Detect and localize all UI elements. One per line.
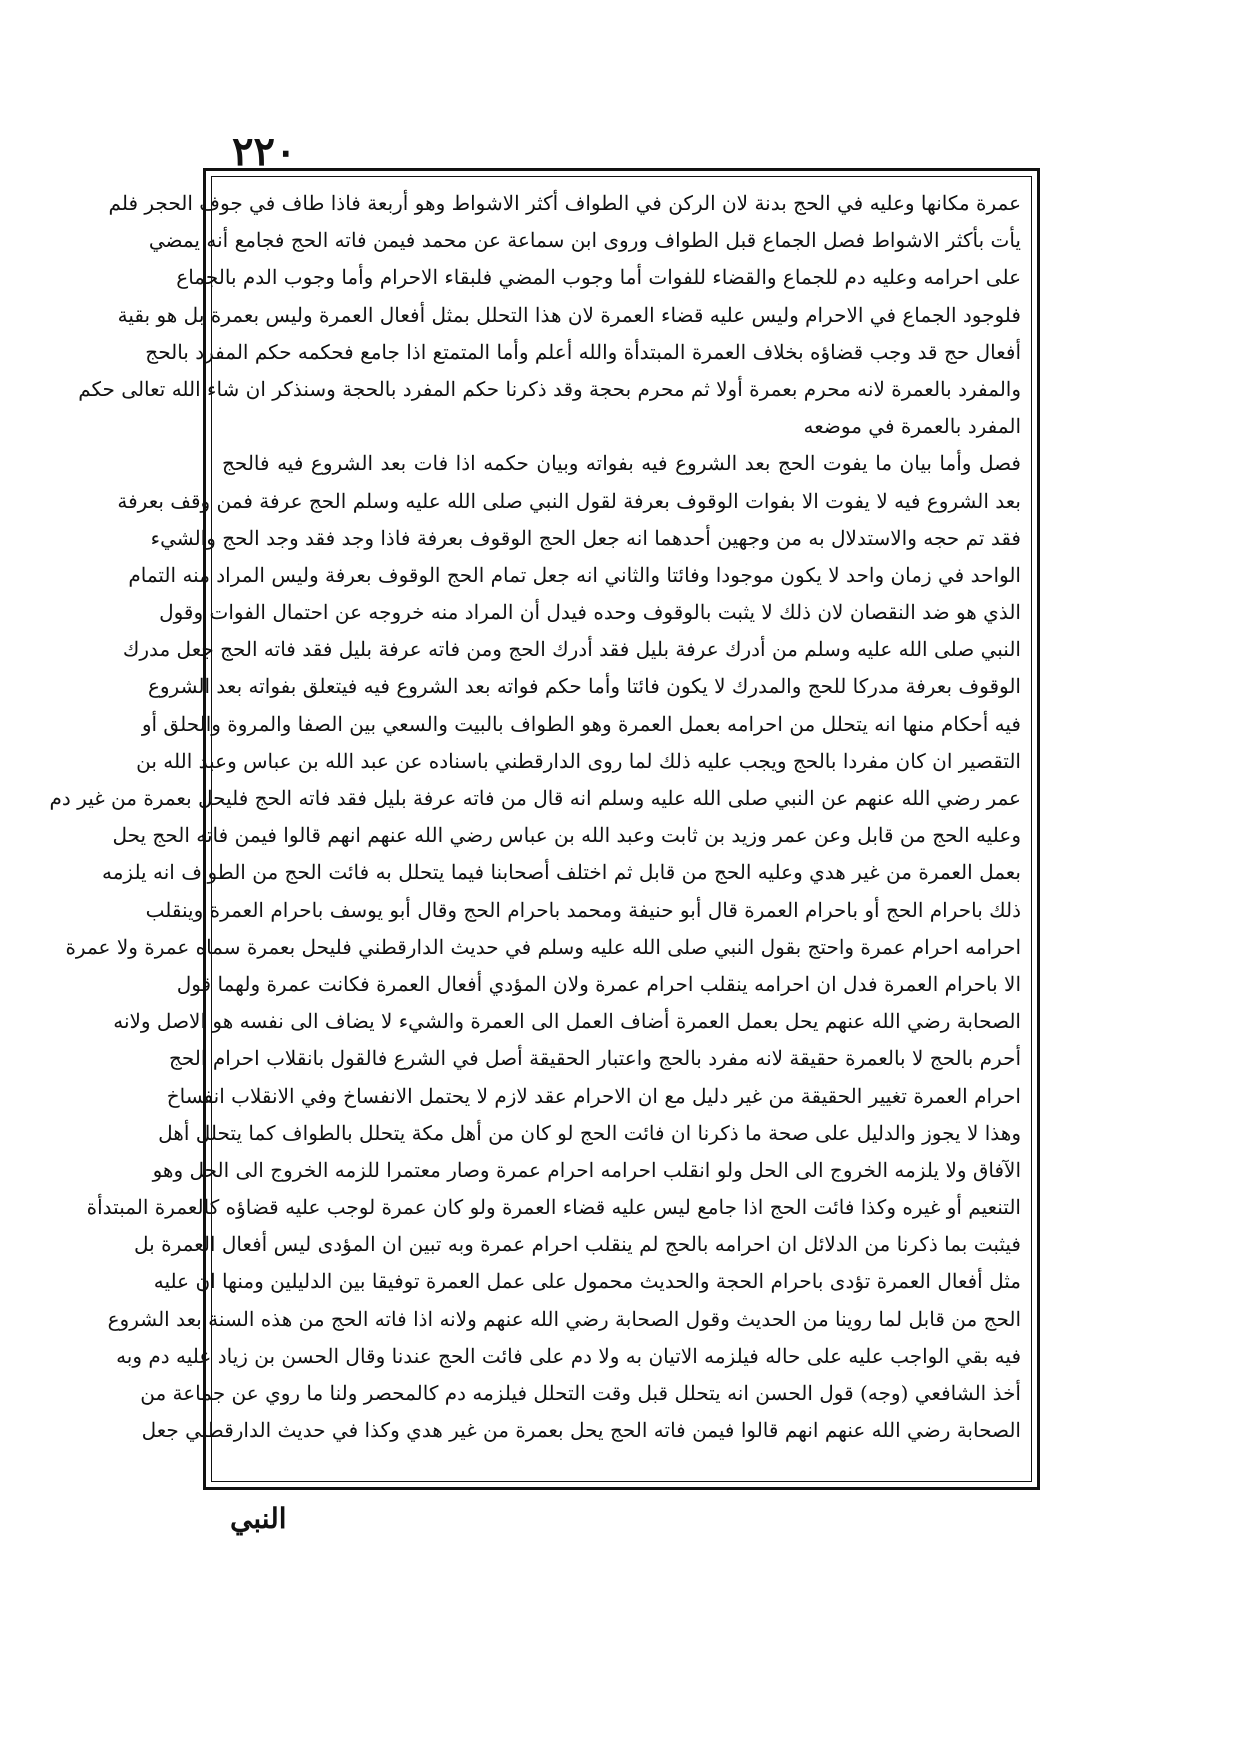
text-line: احرامه احرام عمرة واحتج بقول النبي صلى الله عليه وسلم في حديث الدارقطني فليحل بعمرة سماه عمرة ولا عمرة — [65, 934, 1021, 959]
text-line: عمر رضي الله عنهم عن النبي صلى الله عليه وسلم انه قال من فاته عرفة بليل فقد فاته الحج فليحل بعمرة من غير دم — [49, 786, 1021, 810]
text-line: التنعيم أو غيره وكذا فائت الحج اذا جامع ليس عليه قضاء العمرة ولو كان عمرة لوجب عليه قضاؤه كالعمرة المبتدأة — [86, 1195, 1021, 1220]
text-line: الواحد في زمان واحد لا يكون موجودا وفائتا والثاني انه جعل تمام الحج الوقوف بعرفة وليس المراد منه التمام — [128, 562, 1021, 587]
text-line: بعمل العمرة من غير هدي وعليه الحج من قابل ثم اختلف أصحابنا فيما يتحلل به فائت الحج من الطواف انه يلزمه — [101, 860, 1021, 885]
text-line: الآفاق ولا يلزمه الخروج الى الحل ولو انقلب احرامه احرام عمرة وصار معتمرا للزمه الخروج الى الحل وهو — [152, 1157, 1021, 1182]
catchword: النبي — [230, 1502, 287, 1535]
text-line: عمرة مكانها وعليه في الحج بدنة لان الركن في الطواف أكثر الاشواط وهو أربعة فاذا طاف في جوف الحجر فلم — [108, 191, 1021, 215]
text-line: أخذ الشافعي (وجه) قول الحسن انه يتحلل قبل وقت التحلل فيلزمه دم كالمحصر ولنا ما روي عن جماعة من — [140, 1381, 1021, 1405]
text-line: وهذا لا يجوز والدليل على صحة ما ذكرنا ان فائت الحج لو كان من أهل مكة يتحلل بالطواف كما يتحلل أهل — [158, 1120, 1021, 1145]
text-frame — [49, 168, 1040, 1490]
text-line: فيه أحكام منها انه يتحلل من احرامه بعمل العمرة وهو الطواف بالبيت والسعي بين الصفا والمروة والحلق أو — [141, 711, 1021, 736]
text-line: مثل أفعال العمرة تؤدى باحرام الحجة والحديث محمول على عمل العمرة توفيقا بين الدليلين ومنها ان عليه — [153, 1269, 1021, 1294]
text-line: يأت بأكثر الاشواط فصل الجماع قبل الطواف وروى ابن سماعة عن محمد فيمن فاته الحج فجامع أنه يمضي — [148, 228, 1021, 253]
text-line: احرام العمرة تغيير الحقيقة من غير دليل مع ان الاحرام عقد لازم لا يحتمل الانفساخ وفي الانقلاب انفساخ — [166, 1083, 1021, 1108]
text-line: الصحابة رضي الله عنهم انهم قالوا فيمن فاته الحج يحل بعمرة من غير هدي وكذا في حديث الدارقطني جعل — [141, 1418, 1021, 1443]
text-line: فيثبت بما ذكرنا من الدلائل ان احرامه بالحج لم ينقلب احرام عمرة وبه تبين ان المؤدى ليس أفعال العمرة بل — [134, 1232, 1021, 1257]
text-line: أفعال حج قد وجب قضاؤه بخلاف العمرة المبتدأة والله أعلم وأما المتمتع اذا جامع فحكمه حكم المفرد بالحج — [145, 339, 1021, 364]
page-number: ٢٢٠ — [232, 128, 297, 175]
text-line: المفرد بالعمرة في موضعه — [803, 414, 1021, 439]
text-line: وعليه الحج من قابل وعن عمر وزيد بن ثابت وعبد الله بن عباس رضي الله عنهم انهم قالوا فيمن فاته الحج يحل — [112, 823, 1021, 848]
text-line: الا باحرام العمرة فدل ان احرامه ينقلب احرام عمرة ولان المؤدي أفعال العمرة فكانت عمرة ولهما قول — [176, 971, 1021, 996]
text-line: الصحابة رضي الله عنهم يحل بعمل العمرة أضاف العمل الى العمرة والشيء لا يضاف الى نفسه هو الاصل ولانه — [113, 1009, 1021, 1034]
text-line: بعد الشروع فيه لا يفوت الا بفوات الوقوف بعرفة لقول النبي صلى الله عليه وسلم الحج عرفة فمن وقف بعرفة — [117, 488, 1021, 513]
text-line: التقصير ان كان مفردا بالحج ويجب عليه ذلك لما روى الدارقطني باسناده عن عبد الله بن عباس وعبد الله بن — [136, 748, 1021, 773]
text-line: ذلك باحرام الحج أو باحرام العمرة قال أبو حنيفة ومحمد باحرام الحج وقال أبو يوسف باحرام العمرة وينقلب — [145, 897, 1021, 922]
text-line: فقد تم حجه والاستدلال به من وجهين أحدهما انه جعل الحج الوقوف بعرفة فاذا وجد فقد وجد الحج والشيء — [150, 525, 1021, 550]
text-line: على احرامه وعليه دم للجماع والقضاء للفوات أما وجوب المضي فلبقاء الاحرام وأما وجوب الدم بالجماع — [176, 265, 1021, 290]
text-line: فصل وأما بيان ما يفوت الحج بعد الشروع فيه بفواته وبيان حكمه اذا فات بعد الشروع فيه فالحج — [222, 451, 1021, 476]
text-line: النبي صلى الله عليه وسلم من أدرك عرفة بليل فقد أدرك الحج ومن فاته عرفة بليل فقد فاته الحج جعل مدرك — [122, 637, 1021, 662]
text-line: الحج من قابل لما روينا من الحديث وقول الصحابة رضي الله عنهم ولانه اذا فاته الحج من هذه السنة بعد الشروع — [107, 1306, 1021, 1331]
text-line: أحرم بالحج لا بالعمرة حقيقة لانه مفرد بالحج واعتبار الحقيقة أصل في الشرع فالقول بانقلاب احرام الحج — [168, 1046, 1021, 1071]
body-text — [49, 185, 1021, 1475]
text-line: والمفرد بالعمرة لانه محرم بعمرة أولا ثم محرم بحجة وقد ذكرنا حكم المفرد بالحجة وسنذكر ان شاء الله تعالى حكم — [78, 376, 1021, 401]
text-line: الذي هو ضد النقصان لان ذلك لا يثبت بالوقوف وحده فيدل أن المراد منه خروجه عن احتمال الفوات وقول — [159, 600, 1021, 625]
text-line: فيه بقي الواجب عليه على حاله فيلزمه الاتيان به ولا دم على فائت الحج عندنا وقال الحسن بن زياد عليه دم وبه — [116, 1343, 1021, 1368]
text-line: الوقوف بعرفة مدركا للحج والمدرك لا يكون فائتا وأما حكم فواته بعد الشروع فيه فيتعلق بفواته بعد الشروع — [147, 674, 1021, 699]
text-line: فلوجود الجماع في الاحرام وليس عليه قضاء العمرة لان هذا التحلل بمثل أفعال العمرة وليس بعمرة بل هو بقية — [117, 302, 1021, 327]
